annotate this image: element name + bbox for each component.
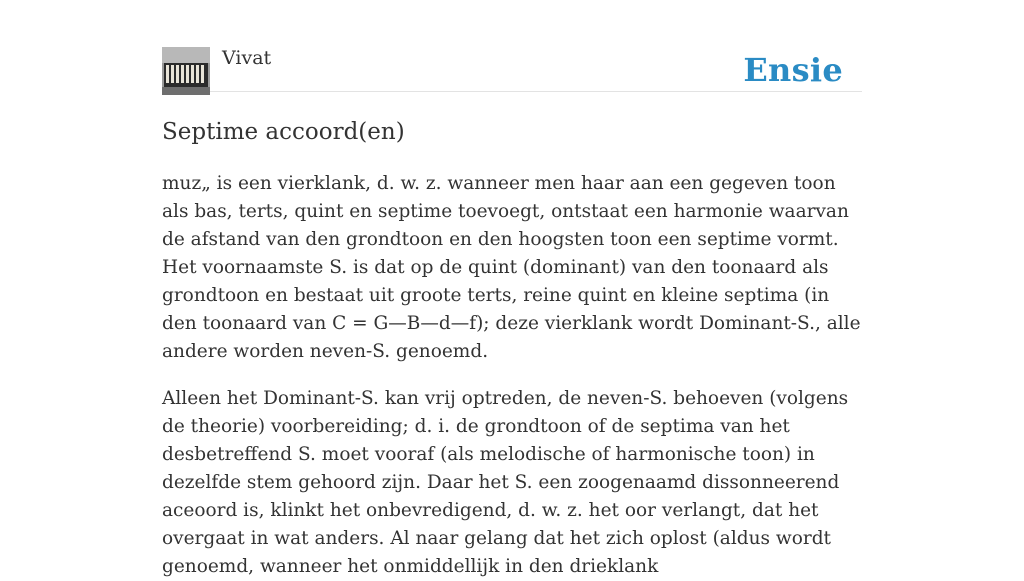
typewriter-image-icon [162, 47, 210, 95]
brand-logo[interactable]: Ensie [743, 51, 843, 89]
article-paragraph: Alleen het Dominant-S. kan vrij optreden, de neven-S. behoeven (volgens de theorie) voorbereiding; d. i. de grondtoon of de septima van het desbetreffend S. moet vooraf (als melodische of harmonische toon) in dezelfde stem gehoord zijn. Daar het S. een zoogenaamd dissonneerend aceoord is, klinkt het onbevredigend, d. w. z. het oor verlangt, dat het overgaat in wat anders. Al naar gelang dat het zich oplost (aldus wordt genoemd, wanneer het onmiddellijk in den drieklank [162, 388, 849, 577]
article-paragraph: muz„ is een vierklank, d. w. z. wanneer men haar aan een gegeven toon als bas, terts, quint en septime toevoegt, ontstaat een harmonie waarvan de afstand van den grondtoon en den hoogsten toon een septime vormt. Het voornaamste S. is dat op de quint (dominant) van den toonaard als grondtoon en bestaat uit groote terts, reine quint en kleine septima (in den toonaard van C = G—B—d—f); deze vierklank wordt Dominant-S., alle andere worden neven-S. genoemd. [162, 173, 861, 362]
article-container [162, 46, 862, 581]
author-avatar[interactable] [162, 47, 210, 95]
article-header [162, 46, 862, 92]
article-title: Septime accoord(en) [162, 119, 405, 145]
author-name[interactable]: Vivat [222, 47, 272, 69]
